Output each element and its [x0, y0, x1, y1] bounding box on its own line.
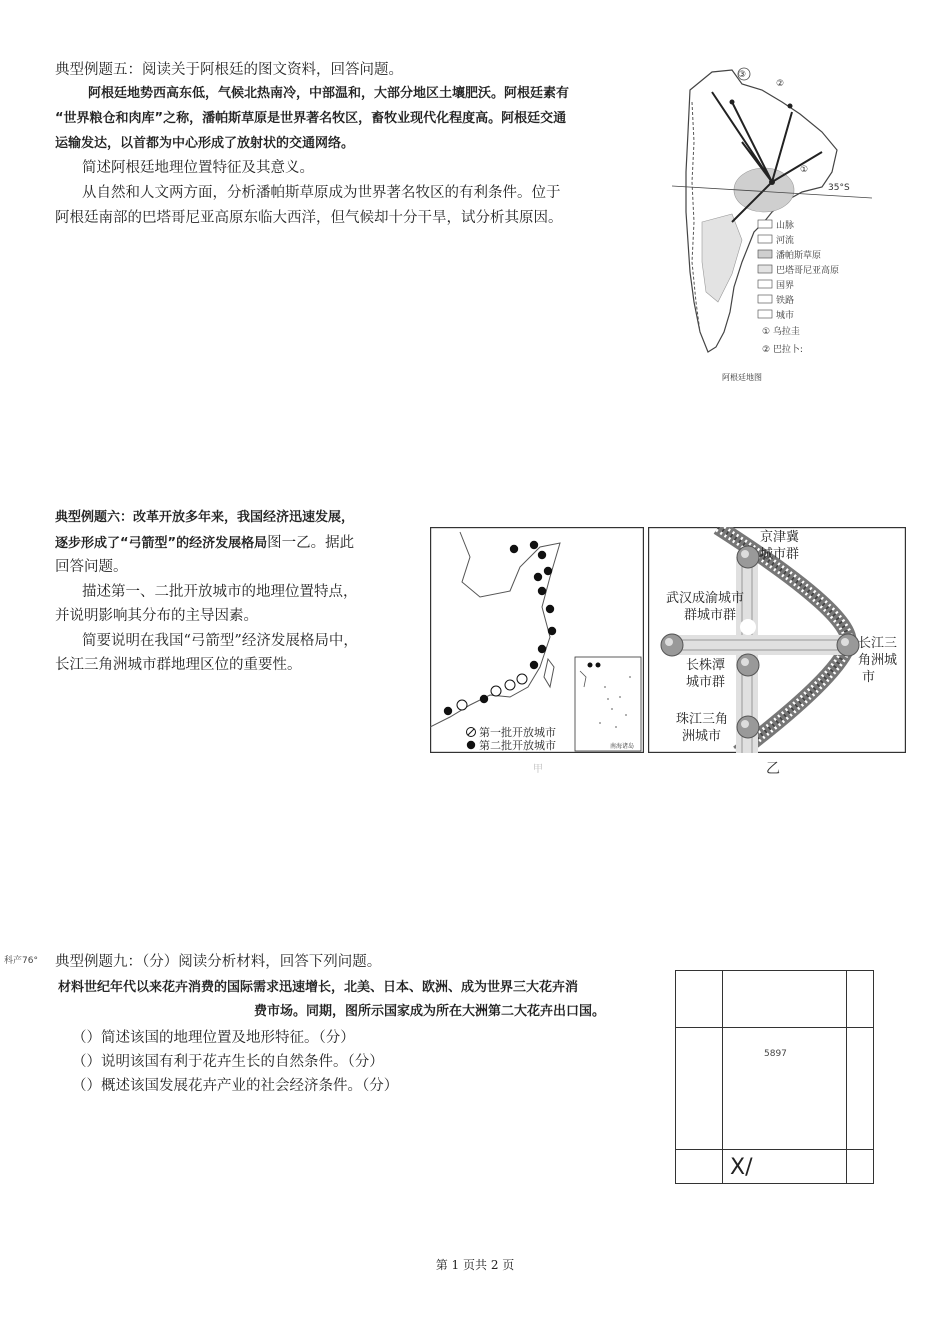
label-cj-1: 长江三	[858, 636, 898, 651]
q9-margin-note: 科产76°	[4, 956, 38, 966]
marker-3: ③	[738, 70, 747, 80]
legend-railway: 铁路	[776, 296, 795, 306]
q5-question-2b: 阿根廷南部的巴塔哥尼亚高原东临大西洋，但气候却十分干旱，试分析其原因。	[55, 210, 563, 226]
legend-first-batch: 第一批开放城市	[479, 726, 556, 739]
q6-title-line-3: 回答问题。	[55, 559, 128, 575]
map-yi-caption: 乙	[766, 761, 780, 777]
legend-pampas: 潘帕斯草原	[776, 251, 822, 261]
q6-title-line-2-a: 逐步形成了“弓箭型”的经济发展格局	[55, 536, 268, 551]
legend-uruguay: ① 乌拉圭	[762, 327, 800, 337]
legend-second-batch: 第二批开放城市	[479, 739, 556, 752]
q5-material-line-3: 运输发达，以首都为中心形成了放射状的交通网络。	[55, 136, 355, 151]
label-zj-2: 洲城市	[682, 729, 722, 744]
q6-question-1a: 描述第一、二批开放城市的地理位置特点，	[82, 584, 358, 600]
q6-question-2a: 简要说明在我国“弓箭型”经济发展格局中，	[82, 633, 358, 649]
argentina-map-caption: 阿根廷地图	[722, 373, 762, 382]
q9-title: 典型例题九：（分）阅读分析材料，回答下列问题。	[55, 954, 382, 970]
legend-city: 城市	[776, 311, 795, 321]
q9-figure-divider-h1	[676, 1027, 873, 1028]
q9-material-line-2: 费市场。同期，图所示国家成为所在大洲第二大花卉出口国。	[254, 1004, 606, 1019]
q6-title-line-2	[55, 531, 354, 556]
label-cj-3: 市	[862, 670, 876, 685]
label-jjj-1: 京津冀	[760, 530, 800, 545]
legend-paraguay: ② 巴拉卜:	[762, 345, 803, 355]
q5-material-line-1: 阿根廷地势西高东低，气候北热南冷，中部温和，大部分地区土壤肥沃。阿根廷素有	[88, 86, 570, 101]
q9-figure-box	[675, 970, 874, 1184]
q9-material-line-1: 材料世纪年代以来花卉消费的国际需求迅速增长，北美、日本、欧洲、成为世界三大花卉消	[58, 980, 579, 995]
bow-arrow-map	[648, 527, 906, 753]
q9-figure-divider-v2	[846, 971, 847, 1183]
label-cz-1: 长株潭	[686, 658, 726, 673]
label-wh-1: 武汉成渝城市	[666, 591, 745, 606]
legend-river: 河流	[776, 236, 795, 246]
q6-question-2b: 长江三角洲城市群地理区位的重要性。	[55, 657, 302, 673]
q9-question-2: （）说明该国有利于花卉生长的自然条件。（分）	[72, 1054, 384, 1070]
q6-title-line-2-b: 图一乙。据此	[267, 535, 355, 551]
label-zj-1: 珠江三角	[676, 712, 729, 727]
q5-material-line-2: “世界粮仓和肉库”之称，潘帕斯草原是世界著名牧区，畜牧业现代化程度高。阿根廷交通	[55, 111, 567, 126]
map-jia-caption: 甲	[533, 764, 543, 775]
china-open-cities-map	[430, 527, 644, 753]
q9-figure-mark: X/	[730, 1155, 753, 1180]
q5-title: 典型例题五：阅读关于阿根廷的图文资料，回答问题。	[55, 62, 403, 78]
q5-question-2a: 从自然和人文两方面，分析潘帕斯草原成为世界著名牧区的有利条件。位于	[82, 185, 561, 201]
legend-mountain: 山脉	[776, 221, 795, 231]
q9-figure-value: 5897	[764, 1049, 787, 1059]
q6-title-line-1: 典型例题六：改革开放多年来，我国经济迅速发展，	[55, 510, 355, 525]
q6-question-1b: 并说明影响其分布的主导因素。	[55, 608, 258, 624]
label-wh-2: 群城市群	[684, 608, 737, 623]
legend-patagonia: 巴塔哥尼亚高原	[776, 266, 840, 276]
marker-1: ①	[800, 165, 809, 175]
q9-question-3: （）概述该国发展花卉产业的社会经济条件。（分）	[72, 1078, 399, 1094]
latitude-label: 35°S	[828, 183, 850, 193]
q9-figure-divider-h2	[676, 1149, 873, 1150]
q9-figure-divider-v1	[722, 971, 723, 1183]
legend-border: 国界	[776, 281, 795, 291]
label-cj-2: 角洲城	[858, 653, 898, 668]
label-jjj-2: 城市群	[760, 547, 800, 562]
q5-question-1: 简述阿根廷地理位置特征及其意义。	[82, 160, 314, 176]
page-footer: 第 1 页共 2 页	[435, 1258, 515, 1272]
marker-2: ②	[776, 79, 785, 89]
inset-label: 南海诸岛	[610, 743, 635, 750]
argentina-map	[672, 62, 872, 382]
q9-question-1: （）简述该国的地理位置及地形特征。（分）	[72, 1030, 355, 1046]
argentina-legend	[758, 219, 839, 355]
label-cz-2: 城市群	[686, 675, 726, 690]
